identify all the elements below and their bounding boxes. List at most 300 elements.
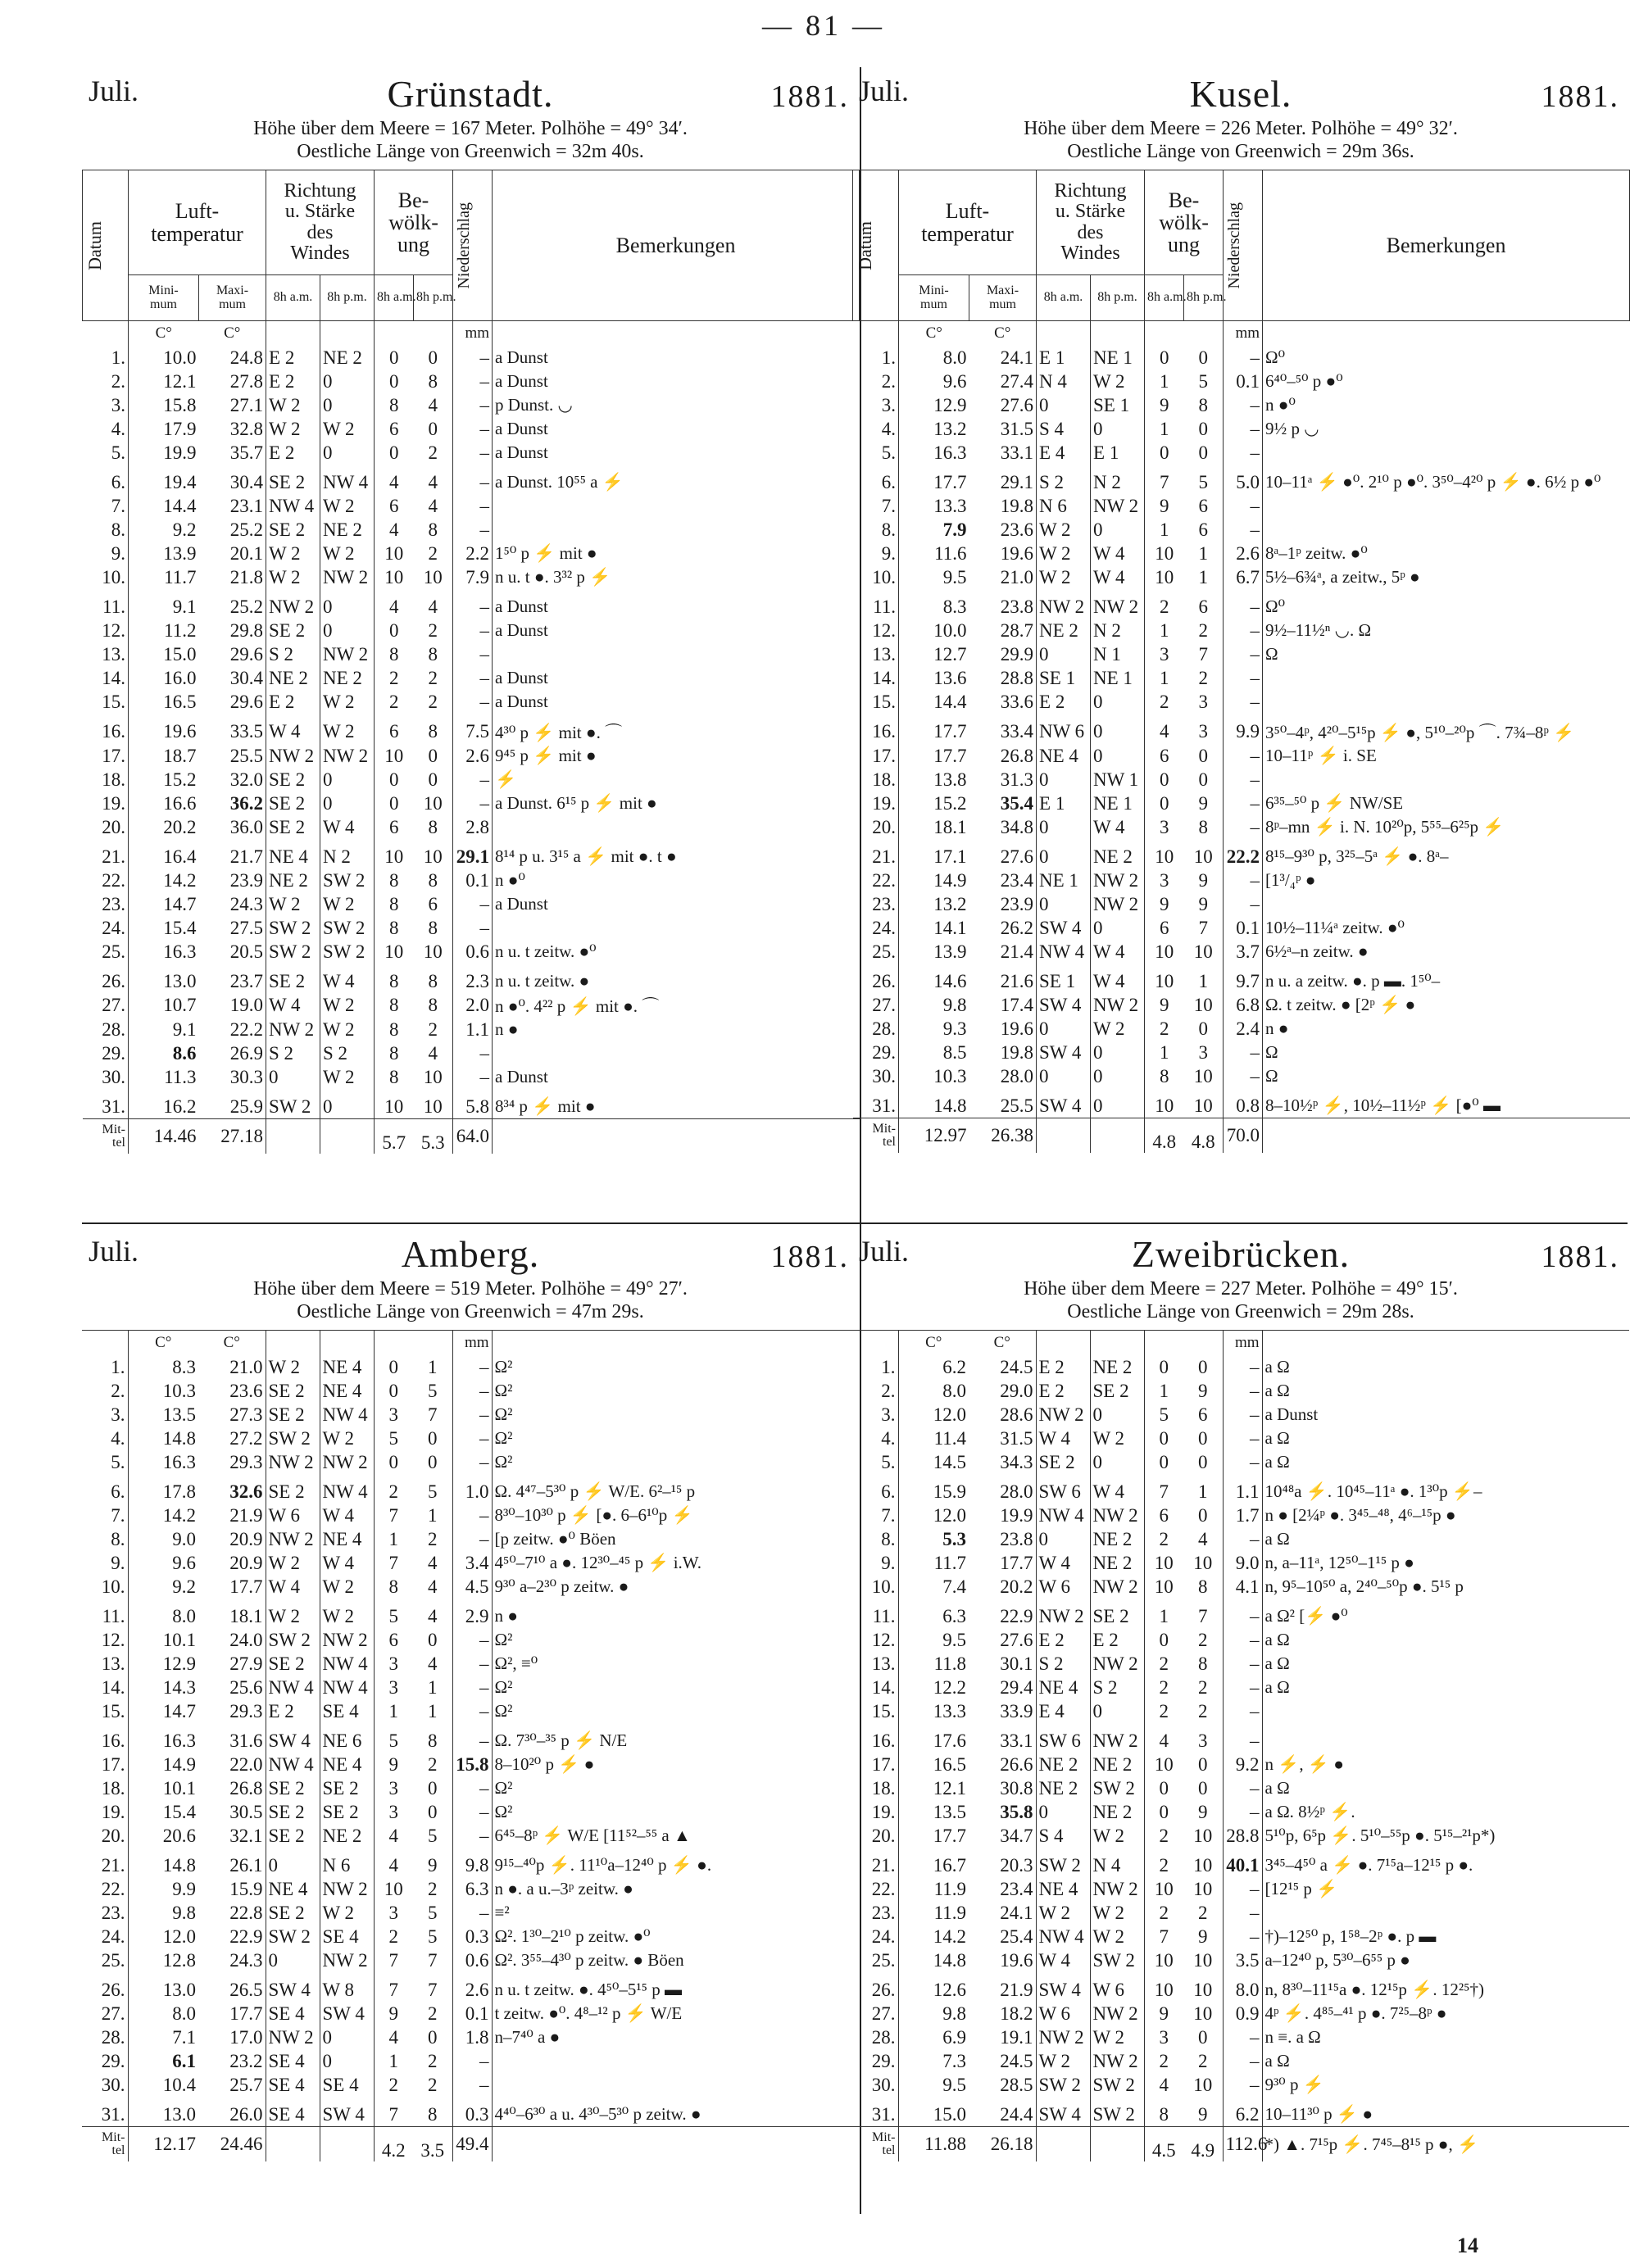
cloud-am-cell: 9: [388, 2003, 398, 2024]
wind-pm-cell: SE 2: [320, 1776, 374, 1800]
cloud-am-cell: 8: [389, 970, 399, 991]
max-temp-cell: 31.5: [969, 417, 1037, 441]
min-temp-cell: 10.1: [162, 1629, 196, 1650]
table-row: [82, 1652, 859, 1676]
wind-am-cell: W 6: [266, 1504, 320, 1527]
precip-cell: 40.1: [1223, 1848, 1262, 1877]
min-temp-cell: 16.0: [163, 667, 197, 688]
cloud-pm-cell: 1: [413, 1504, 452, 1527]
max-temp-cell: 19.8: [969, 494, 1037, 518]
day-cell: 24.: [83, 916, 129, 940]
cloud-pm-cell: 6: [1184, 518, 1224, 542]
remark-cell: 10–11³⁰ p ⚡ ●: [1264, 2104, 1373, 2124]
cloud-pm-cell: 4: [413, 1575, 452, 1599]
remark-cell: a Ω: [1264, 1630, 1290, 1649]
cloud-am-cell: 0: [1160, 769, 1169, 790]
cloud-pm-cell: 0: [1183, 1776, 1223, 1800]
remark-cell: 4³⁰ p ⚡ mit ●. ⌒: [495, 723, 623, 742]
station-header: [82, 1227, 859, 1330]
wind-pm-cell: W 2: [320, 1575, 374, 1599]
min-temp-cell: 10.3: [162, 1380, 196, 1401]
day-cell: 5.: [83, 441, 129, 465]
station-header: [852, 67, 1629, 170]
day-cell: 26.: [853, 964, 899, 993]
precip-cell: 28.8: [1223, 1824, 1262, 1848]
table-row: [853, 714, 1630, 744]
max-temp-cell: 25.2: [199, 518, 266, 542]
cloud-pm-cell: 3: [1184, 1041, 1224, 1064]
precip-cell: 15.8: [452, 1753, 492, 1776]
day-cell: 31.: [82, 2097, 128, 2127]
table-row: [853, 393, 1630, 417]
min-temp-cell: 13.8: [933, 769, 967, 790]
table-row: [82, 2049, 859, 2073]
max-temp-cell: 17.7: [198, 1575, 266, 1599]
cloud-pm-cell: 10: [1183, 1972, 1223, 2002]
table-row: [852, 1676, 1629, 1699]
min-temp-cell: 9.0: [172, 1528, 196, 1549]
remark-cell: [493, 815, 860, 839]
wind-am-cell: W 2: [266, 393, 320, 417]
table-row: [82, 1403, 859, 1427]
table-row: [82, 1676, 859, 1699]
cloud-pm-cell: 10: [1183, 2002, 1223, 2025]
wind-am-cell: W 2: [266, 417, 320, 441]
precip-cell: –: [1224, 1041, 1263, 1064]
min-temp-cell: 14.4: [933, 691, 967, 712]
day-cell: 29.: [853, 1041, 899, 1064]
max-temp-cell: 29.0: [969, 1379, 1036, 1403]
precip-cell: 0.3: [452, 2097, 492, 2127]
min-temp-cell: 11.9: [933, 1878, 966, 1899]
precip-cell: –: [1224, 768, 1263, 792]
day-cell: 30.: [83, 1065, 129, 1089]
col-wind: Richtung u. Stärke des Windes: [266, 170, 375, 275]
remark-cell: n u. t zeitw. ●⁰: [495, 941, 597, 961]
day-cell: 8.: [852, 1527, 898, 1551]
precip-cell: –: [1223, 1427, 1262, 1450]
min-temp-cell: 13.0: [162, 1979, 196, 2000]
table-row: [852, 1379, 1629, 1403]
wind-am-cell: NE 2: [266, 869, 320, 892]
min-temp-cell: 14.2: [163, 869, 197, 891]
table-row: [83, 690, 860, 714]
mean-cloud-pm: 3.5: [413, 2127, 452, 2162]
precip-cell: –: [1224, 815, 1263, 839]
cloud-pm-cell: 1: [413, 1676, 452, 1699]
cloud-pm-cell: 7: [1184, 642, 1224, 666]
min-temp-cell: 7.1: [172, 2026, 196, 2048]
table-row: [853, 370, 1630, 393]
wind-pm-cell: NE 2: [1090, 1753, 1144, 1776]
remark-cell: Ω²: [494, 1428, 513, 1448]
max-temp-cell: 25.5: [199, 744, 266, 768]
remark-cell: [493, 642, 860, 666]
altitude-line: Höhe über dem Meere = 519 Meter. Polhöhe = 49° 27′.: [253, 1278, 688, 1300]
cloud-am-cell: 2: [388, 1481, 398, 1502]
precip-cell: –: [1224, 642, 1263, 666]
wind-am-cell: 0: [1037, 642, 1091, 666]
max-temp-cell: 23.6: [198, 1379, 266, 1403]
cloud-am-cell: 10: [384, 1878, 403, 1899]
day-cell: 12.: [852, 1628, 898, 1652]
min-temp-cell: 18.7: [163, 745, 197, 766]
min-temp-cell: 12.0: [933, 1504, 966, 1526]
cloud-am-cell: 0: [388, 1380, 398, 1401]
wind-pm-cell: W 2: [320, 993, 375, 1018]
wind-am-cell: NW 2: [266, 2025, 320, 2049]
table-row: [852, 2002, 1629, 2025]
max-temp-cell: 29.6: [199, 690, 266, 714]
day-cell: 3.: [83, 393, 129, 417]
wind-pm-cell: SW 2: [1090, 1776, 1144, 1800]
remark-cell: ⚡: [495, 769, 517, 789]
wind-pm-cell: SW 2: [320, 916, 375, 940]
precip-cell: –: [453, 916, 493, 940]
wind-pm-cell: W 2: [1090, 1427, 1144, 1450]
table-row: [852, 1925, 1629, 1948]
cloud-pm-cell: 10: [1184, 839, 1224, 869]
station-header: [82, 67, 859, 170]
precip-cell: –: [453, 892, 493, 916]
wind-pm-cell: SW 4: [320, 2002, 374, 2025]
cloud-pm-cell: 7: [413, 1403, 452, 1427]
precip-cell: 5.8: [453, 1089, 493, 1119]
table-row: [853, 346, 1630, 370]
min-temp-cell: 15.2: [163, 769, 197, 790]
remark-cell: Ω⁰: [1265, 347, 1286, 367]
remark-cell: a Ω: [1264, 1653, 1290, 1673]
min-temp-cell: 9.6: [172, 1552, 196, 1573]
precip-cell: 6.7: [1224, 565, 1263, 589]
max-temp-cell: 33.4: [969, 714, 1037, 744]
wind-am-cell: SE 2: [266, 792, 320, 815]
precip-cell: –: [453, 494, 493, 518]
col-bemerkungen: Bemerkungen: [493, 170, 860, 321]
cloud-am-cell: 6: [1159, 1504, 1169, 1526]
day-cell: 10.: [853, 565, 899, 589]
table-row: [82, 2025, 859, 2049]
wind-am-cell: 0: [266, 1948, 320, 1972]
precip-cell: 29.1: [453, 839, 493, 869]
precip-cell: –: [452, 1504, 492, 1527]
precip-cell: –: [1223, 1723, 1262, 1753]
table-row: [852, 1948, 1629, 1972]
wind-am-cell: S 2: [1037, 465, 1091, 494]
cloud-pm-cell: 2: [413, 2002, 452, 2025]
cloud-am-cell: 0: [389, 792, 399, 814]
max-temp-cell: 36.0: [199, 815, 266, 839]
wind-pm-cell: W 4: [1091, 542, 1145, 565]
max-temp-cell: 30.3: [199, 1065, 266, 1089]
wind-pm-cell: SW 2: [1090, 2073, 1144, 2097]
cloud-pm-cell: 6: [1183, 1403, 1223, 1427]
day-cell: 25.: [83, 940, 129, 964]
cloud-am-cell: 9: [1160, 394, 1169, 415]
col-bewoelkung: Be- wölk- ung: [1145, 170, 1224, 275]
wind-pm-cell: 0: [1091, 518, 1145, 542]
min-temp-cell: 19.4: [163, 471, 197, 492]
cloud-pm-cell: 1: [1184, 964, 1224, 993]
remark-cell: 5¹⁰p, 6⁵p ⚡. 5¹⁰–⁵⁵p ●. 5¹⁵–²¹p*): [1264, 1826, 1496, 1845]
precip-cell: –: [453, 346, 493, 370]
day-cell: 9.: [852, 1551, 898, 1575]
table-row: [852, 2025, 1629, 2049]
cloud-pm-cell: 9: [1183, 1800, 1223, 1824]
min-temp-cell: 12.9: [933, 394, 967, 415]
max-temp-cell: 27.6: [969, 839, 1037, 869]
table-row: [852, 2049, 1629, 2073]
wind-am-cell: E 2: [1037, 690, 1091, 714]
longitude-line: Oestliche Länge von Greenwich = 47m 29s.: [297, 1301, 644, 1322]
cloud-am-cell: 2: [1160, 1018, 1169, 1039]
day-cell: 26.: [83, 964, 129, 993]
cloud-pm-cell: 0: [1183, 1355, 1223, 1379]
precip-cell: 0.6: [452, 1948, 492, 1972]
cloud-am-cell: 8: [389, 1042, 399, 1064]
max-temp-cell: 29.4: [969, 1676, 1036, 1699]
wind-pm-cell: 0: [1091, 417, 1145, 441]
min-temp-cell: 14.2: [162, 1504, 196, 1526]
precip-cell: –: [453, 690, 493, 714]
remark-cell: 9½–11½ⁿ ◡. Ω: [1265, 620, 1372, 640]
wind-pm-cell: E 1: [1091, 441, 1145, 465]
remark-cell: a Dunst: [495, 442, 548, 462]
cloud-pm-cell: 0: [413, 1800, 452, 1824]
cloud-pm-cell: 5: [1184, 370, 1224, 393]
table-row: [853, 465, 1630, 494]
table-row: [852, 1972, 1629, 2002]
day-cell: 15.: [852, 1699, 898, 1723]
cloud-am-cell: 8: [389, 394, 399, 415]
remark-cell: 8³⁰–10³⁰ p ⚡ [●. 6–6¹⁰p ⚡: [494, 1505, 693, 1525]
wind-am-cell: SW 2: [266, 940, 320, 964]
day-cell: 7.: [82, 1504, 128, 1527]
remark-cell: Ω²: [494, 1381, 513, 1400]
cloud-pm-cell: 8: [414, 518, 453, 542]
remark-cell: p Dunst. ◡: [495, 395, 573, 415]
mean-row: [82, 2127, 859, 2162]
wind-am-cell: SW 2: [266, 1427, 320, 1450]
wind-pm-cell: NW 1: [1091, 768, 1145, 792]
wind-pm-cell: NW 2: [1091, 892, 1145, 916]
wind-am-cell: NE 4: [1036, 1676, 1090, 1699]
min-temp-cell: 10.0: [933, 619, 967, 641]
precip-cell: 0.3: [452, 1925, 492, 1948]
wind-am-cell: NE 2: [1036, 1776, 1090, 1800]
wind-am-cell: W 4: [1036, 1551, 1090, 1575]
day-cell: 27.: [852, 2002, 898, 2025]
remark-cell: a Dunst: [495, 419, 548, 438]
precip-cell: 1.7: [1223, 1504, 1262, 1527]
cloud-am-cell: 0: [1159, 1427, 1169, 1449]
wind-pm-cell: NE 1: [1091, 666, 1145, 690]
wind-pm-cell: W 2: [1091, 1017, 1145, 1041]
cloud-pm-cell: 0: [413, 1628, 452, 1652]
remark-cell: 6⁴⁵–8ᵖ ⚡ W/E [11⁵²–⁵⁵ a ▲: [494, 1826, 691, 1845]
precip-cell: –: [453, 768, 493, 792]
min-temp-cell: 10.1: [162, 1777, 196, 1799]
precip-cell: –: [452, 1776, 492, 1800]
table-row: [83, 1089, 860, 1119]
remark-cell: †)–12⁵⁰ p, 1⁵⁸–2ᵖ ●. p ▬: [1264, 1926, 1437, 1946]
wind-pm-cell: NE 4: [320, 1379, 374, 1403]
footnote: *) ▲. 7¹⁵p ⚡. 7⁴⁵–8¹⁵ p ●, ⚡: [1262, 2127, 1629, 2162]
wind-am-cell: NW 2: [266, 1018, 320, 1041]
precip-cell: –: [452, 1427, 492, 1450]
wind-pm-cell: NW 2: [320, 1948, 374, 1972]
footnote: [492, 2127, 859, 2162]
cloud-pm-cell: 10: [414, 940, 453, 964]
cloud-pm-cell: 10: [414, 1089, 453, 1119]
table-row: [82, 1824, 859, 1848]
wind-am-cell: E 2: [1036, 1379, 1090, 1403]
cloud-am-cell: 10: [1154, 1552, 1174, 1573]
min-temp-cell: 11.4: [933, 1427, 966, 1449]
remark-cell: a Dunst: [495, 620, 548, 640]
day-cell: 6.: [83, 465, 129, 494]
day-cell: 4.: [82, 1427, 128, 1450]
wind-am-cell: NW 4: [1036, 1504, 1090, 1527]
min-temp-cell: 11.7: [164, 566, 197, 587]
table-row: [83, 1041, 860, 1065]
precip-cell: –: [1223, 1527, 1262, 1551]
cloud-am-cell: 6: [389, 495, 399, 516]
min-temp-cell: 16.2: [163, 1095, 197, 1117]
cloud-pm-cell: 2: [1183, 1901, 1223, 1925]
min-temp-cell: 9.9: [172, 1878, 196, 1899]
day-cell: 13.: [852, 1652, 898, 1676]
precip-cell: 2.2: [453, 542, 493, 565]
min-temp-cell: 11.7: [933, 1552, 966, 1573]
cloud-am-cell: 4: [388, 1825, 398, 1846]
mittel-label: Mit- tel: [82, 2127, 128, 2162]
day-cell: 11.: [83, 589, 129, 619]
cloud-pm-cell: 8: [413, 2097, 452, 2127]
wind-am-cell: SE 2: [266, 815, 320, 839]
cloud-pm-cell: 4: [413, 1551, 452, 1575]
cloud-pm-cell: 6: [414, 892, 453, 916]
min-temp-cell: 7.3: [942, 2050, 966, 2071]
max-temp-cell: 23.4: [969, 869, 1037, 892]
day-cell: 31.: [852, 2097, 898, 2127]
remark-cell: n, 9⁵–10⁵⁰ a, 2⁴⁰–⁵⁰p ●. 5¹⁵ p: [1264, 1576, 1464, 1596]
table-row: [83, 964, 860, 993]
remark-cell: a Dunst. 6¹⁵ p ⚡ mit ●: [495, 793, 657, 813]
precip-cell: 2.6: [452, 1972, 492, 2002]
cloud-am-cell: 2: [1159, 1700, 1169, 1721]
wind-pm-cell: N 4: [1090, 1848, 1144, 1877]
day-cell: 4.: [852, 1427, 898, 1450]
wind-am-cell: W 6: [1036, 1575, 1090, 1599]
day-cell: 29.: [83, 1041, 129, 1065]
table-row: [852, 1901, 1629, 1925]
day-cell: 18.: [82, 1776, 128, 1800]
station-name: Kusel.: [1189, 73, 1292, 115]
wind-pm-cell: W 2: [320, 417, 375, 441]
table-row: [853, 869, 1630, 892]
precip-cell: –: [1223, 1628, 1262, 1652]
wind-am-cell: E 1: [1037, 346, 1091, 370]
table-row: [83, 815, 860, 839]
wind-pm-cell: SE 2: [1090, 1379, 1144, 1403]
mean-min: 11.88: [898, 2127, 969, 2162]
min-temp-cell: 6.3: [942, 1605, 966, 1626]
remark-cell: Ω²: [494, 1357, 513, 1377]
min-temp-cell: 14.9: [162, 1753, 196, 1775]
max-temp-cell: 22.9: [198, 1925, 266, 1948]
mean-cloud-pm: 5.3: [414, 1119, 453, 1154]
table-row: [83, 1065, 860, 1089]
day-cell: 23.: [83, 892, 129, 916]
cloud-pm-cell: 8: [414, 370, 453, 393]
cloud-pm-cell: 1: [1184, 542, 1224, 565]
day-cell: 18.: [852, 1776, 898, 1800]
precip-cell: 0.1: [453, 869, 493, 892]
cloud-pm-cell: 0: [1183, 2025, 1223, 2049]
cloud-pm-cell: 7: [1184, 916, 1224, 940]
cloud-pm-cell: 10: [1184, 993, 1224, 1017]
table-row: [82, 1527, 859, 1551]
day-cell: 22.: [83, 869, 129, 892]
table-row: [83, 619, 860, 642]
wind-am-cell: S 4: [1036, 1824, 1090, 1848]
day-cell: 16.: [82, 1723, 128, 1753]
day-cell: 1.: [852, 1355, 898, 1379]
precip-cell: 4.1: [1223, 1575, 1262, 1599]
day-cell: 31.: [853, 1088, 899, 1118]
max-temp-cell: 26.0: [198, 2097, 266, 2127]
altitude-line: Höhe über dem Meere = 226 Meter. Polhöhe = 49° 32′.: [1024, 118, 1458, 139]
mean-cloud-am: 4.5: [1144, 2127, 1183, 2162]
wind-am-cell: SE 2: [266, 518, 320, 542]
precip-cell: –: [453, 465, 493, 494]
wind-pm-cell: NW 2: [320, 1628, 374, 1652]
wind-am-cell: 0: [1036, 1527, 1090, 1551]
wind-pm-cell: N 2: [320, 839, 375, 869]
remark-cell: a Ω: [1264, 2051, 1290, 2071]
day-cell: 8.: [83, 518, 129, 542]
min-temp-cell: 7.9: [942, 519, 967, 540]
cloud-pm-cell: 9: [1183, 2097, 1223, 2127]
day-cell: 19.: [852, 1800, 898, 1824]
cloud-am-cell: 8: [389, 995, 399, 1015]
wind-pm-cell: W 4: [1091, 565, 1145, 589]
min-temp-cell: 16.5: [933, 1753, 966, 1775]
min-temp-cell: 19.9: [163, 442, 197, 463]
max-temp-cell: 25.2: [199, 589, 266, 619]
precip-cell: –: [452, 1676, 492, 1699]
day-cell: 15.: [82, 1699, 128, 1723]
table-row: [83, 346, 860, 370]
max-temp-cell: 29.3: [198, 1699, 266, 1723]
cloud-am-cell: 9: [1160, 893, 1169, 914]
day-cell: 4.: [853, 417, 899, 441]
table-row: [853, 940, 1630, 964]
wind-am-cell: NW 2: [266, 1450, 320, 1474]
day-cell: 27.: [82, 2002, 128, 2025]
cloud-am-cell: 1: [1160, 667, 1169, 688]
remark-cell: 6⁴⁰–⁵⁰ p ●⁰: [1265, 371, 1343, 391]
remark-cell: [493, 916, 860, 940]
cloud-pm-cell: 8: [1183, 1652, 1223, 1676]
mean-min: 14.46: [129, 1119, 199, 1154]
min-temp-cell: 16.5: [163, 691, 197, 712]
remark-cell: 5½–6¾ᵃ, a zeitw., 5ᵖ ●: [1265, 567, 1420, 587]
table-row: [82, 1901, 859, 1925]
min-temp-cell: 9.6: [942, 370, 967, 392]
table-row: [852, 1699, 1629, 1723]
